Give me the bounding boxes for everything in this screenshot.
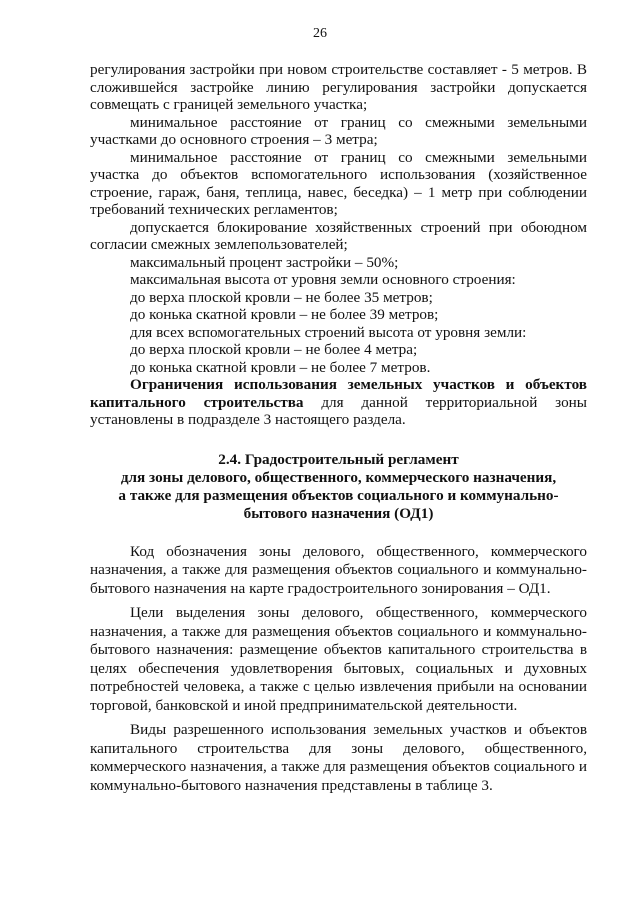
paragraph: до конька скатной кровли – не более 39 метров;	[130, 306, 439, 323]
heading-line: 2.4. Градостроительный регламент	[218, 450, 459, 468]
paragraph: минимальное расстояние от границ со смежными земельными участками до основного строения – 3 метра;	[90, 113, 587, 148]
paragraph: регулирования застройки при новом строительстве составляет - 5 метров. В сложившейся застройке линию регулирования застройки допускается совмещать с границей земельного участка;	[90, 61, 587, 113]
restrictions-paragraph	[90, 376, 587, 429]
paragraph: для всех вспомогательных строений высота от уровня земли:	[130, 323, 527, 341]
paragraph: Виды разрешенного использования земельных участков и объектов капитального строительства для зоны делового, общественного, коммерческого назначения, а также для размещения объектов социального и коммунально-бытового назначения представлены в таблице 3.	[90, 721, 587, 794]
restrictions-text: для данной территориальной зоны установлены в подразделе 3 настоящего раздела.	[90, 393, 587, 428]
paragraph: до верха плоской кровли – не более 4 метра;	[130, 341, 418, 358]
restrictions-bold-text: Ограничения использования земельных участков и объектов капитального строительства	[90, 376, 587, 411]
heading-line: а также для размещения объектов социального и коммунально-	[118, 486, 559, 504]
paragraph: допускается блокирование хозяйственных строений при обоюдном согласии смежных землепользователей;	[90, 218, 587, 253]
section-body	[90, 543, 587, 796]
paragraph: до верха плоской кровли – не более 35 метров;	[130, 288, 433, 306]
paragraph: максимальный процент застройки – 50%;	[130, 253, 399, 271]
paragraph: Код обозначения зоны делового, общественного, коммерческого назначения, а также для размещения объектов социального и коммунально-бытового назначения на карте градостроительного зонирования – ОД1.	[90, 542, 587, 597]
paragraph: Цели выделения зоны делового, общественного, коммерческого назначения, а также для размещения объектов социального и коммунально-бытового назначения: размещение объектов капитального строительства в целях обеспечения удовлетворения бытовых, социальных и духовных потребностей человека, а также с целью извлечения прибыли на основании торговой, банковской и иной предпринимательской деятельности.	[90, 604, 587, 714]
paragraph: минимальное расстояние от границ со смежными земельными участка до объектов вспомогательного использования (хозяйственное строение, гараж, баня, теплица, навес, беседка) – 1 метр при соблюдении требований технических регламентов;	[90, 148, 587, 218]
paragraph: максимальная высота от уровня земли основного строения:	[130, 271, 516, 288]
heading-line: для зоны делового, общественного, коммерческого назначения,	[120, 468, 557, 486]
page-number: 26	[313, 26, 327, 41]
heading-line: бытового назначения (ОД1)	[243, 504, 434, 522]
section-heading	[90, 451, 587, 523]
paragraph: до конька скатной кровли – не более 7 метров.	[130, 358, 431, 376]
document-body	[90, 61, 587, 795]
